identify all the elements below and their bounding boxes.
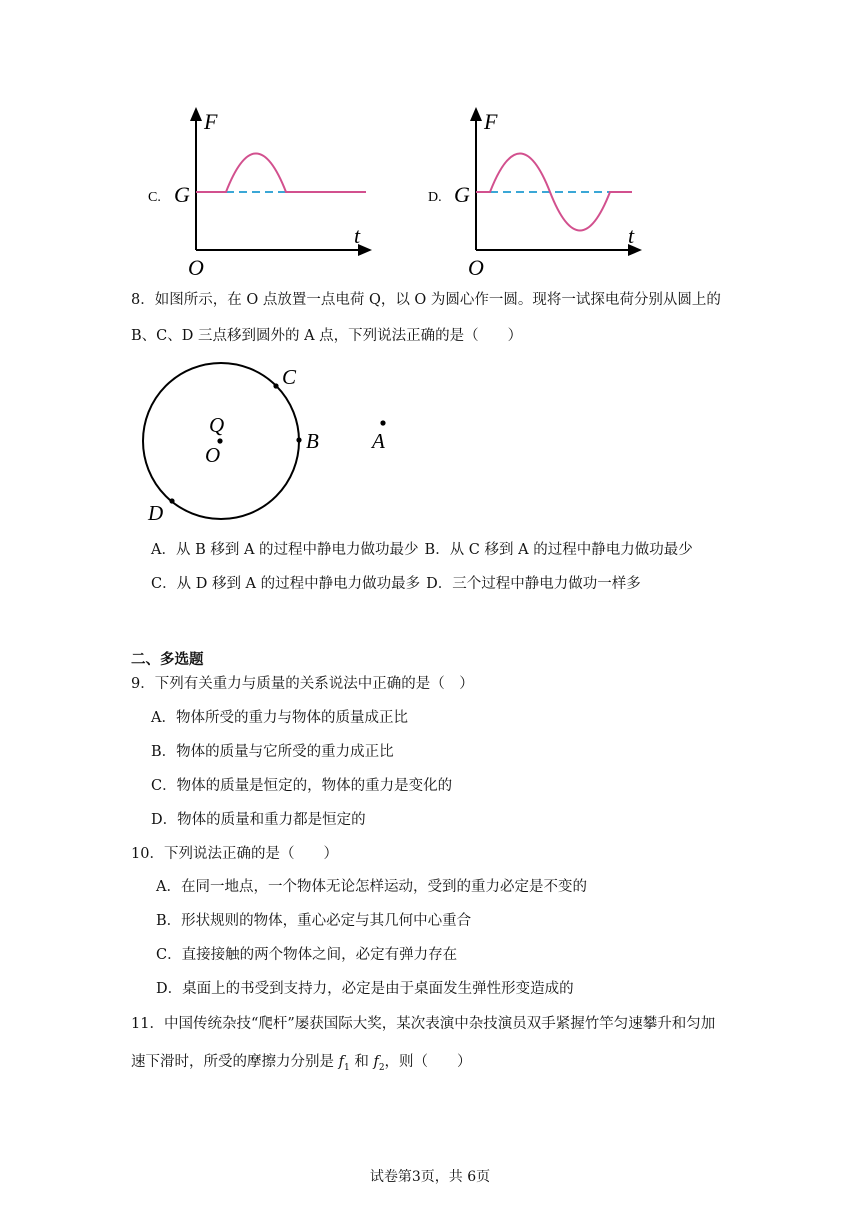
- q8-circle-figure: [136, 360, 406, 530]
- q11-f2-subscript: 2: [378, 1062, 385, 1073]
- q11-f2: f: [373, 1054, 379, 1070]
- q8-option-b[interactable]: B．从 C 移到 A 的过程中静电力做功最少: [424, 542, 693, 558]
- point-c-dot: [273, 383, 278, 388]
- q9-option-c[interactable]: C．物体的质量是恒定的，物体的重力是变化的: [151, 778, 453, 794]
- q11-f1: f: [338, 1054, 344, 1070]
- q10-option-c[interactable]: C．直接接触的两个物体之间，必定有弹力存在: [156, 947, 458, 963]
- q8-option-a[interactable]: A．从 B 移到 A 的过程中静电力做功最少: [151, 542, 419, 558]
- q10-option-b[interactable]: B．形状规则的物体，重心必定与其几何中心重合: [156, 913, 472, 929]
- q9-option-b[interactable]: B．物体的质量与它所受的重力成正比: [151, 744, 394, 760]
- q10-option-d[interactable]: D．桌面上的书受到支持力，必定是由于桌面发生弹性形变造成的: [156, 981, 574, 997]
- q11-text-mid: 和: [349, 1054, 374, 1070]
- q9-option-a[interactable]: A．物体所受的重力与物体的质量成正比: [151, 710, 408, 726]
- graph-d-y-arrow: [470, 107, 482, 121]
- point-a-dot: [380, 420, 385, 425]
- label-b: B: [306, 429, 319, 453]
- point-d-dot: [169, 498, 174, 503]
- graph-c-curve: [196, 154, 366, 193]
- label-o: O: [205, 443, 221, 467]
- q9-option-d[interactable]: D．物体的质量和重力都是恒定的: [151, 812, 366, 828]
- graph-d-f-label: F: [484, 109, 498, 134]
- graph-d-origin-label: O: [468, 255, 484, 280]
- graph-c-y-arrow: [190, 107, 202, 121]
- q10-option-a[interactable]: A．在同一地点，一个物体无论怎样运动，受到的重力必定是不变的: [156, 879, 587, 895]
- point-b-dot: [296, 437, 301, 442]
- graph-d-g-label: G: [454, 182, 470, 207]
- label-c: C: [282, 365, 297, 389]
- graph-c-f-label: F: [204, 109, 218, 134]
- page-footer: 试卷第3页，共 6页: [369, 1169, 491, 1185]
- label-a: A: [372, 429, 385, 453]
- q11-text-post: ，则（ ）: [384, 1054, 472, 1070]
- q11-text-pre: 速下滑时，所受的摩擦力分别是: [131, 1054, 339, 1070]
- section-heading-multiple-choice: 二、多选题: [131, 652, 204, 668]
- graph-d-t-label: t: [628, 223, 635, 248]
- graph-c-option-label: C.: [148, 190, 161, 205]
- graph-c: [140, 105, 380, 280]
- graph-d-option-label: D.: [428, 190, 442, 205]
- q8-options-row1: [151, 540, 693, 560]
- graph-d: [420, 105, 660, 280]
- q8-option-c[interactable]: C．从 D 移到 A 的过程中静电力做功最多: [151, 576, 421, 592]
- label-q: Q: [209, 413, 225, 437]
- q11-f1-subscript: 1: [343, 1062, 350, 1073]
- q11-stem-line2: [131, 1052, 472, 1078]
- q8-stem-line2: B、C、D 三点移到圆外的 A 点，下列说法正确的是（ ）: [131, 328, 523, 344]
- graph-c-origin-label: O: [188, 255, 204, 280]
- q10-stem: 10．下列说法正确的是（ ）: [131, 846, 338, 862]
- label-d: D: [148, 501, 164, 525]
- q8-stem-line1: 8．如图所示，在 O 点放置一点电荷 Q，以 O 为圆心作一圆。现将一试探电荷分别从圆上的: [131, 292, 721, 308]
- graph-c-g-label: G: [174, 182, 190, 207]
- graph-c-t-label: t: [354, 223, 361, 248]
- q9-stem: 9．下列有关重力与质量的关系说法中正确的是（ ）: [131, 676, 474, 692]
- q8-options-row2: [151, 574, 641, 594]
- q8-option-d[interactable]: D．三个过程中静电力做功一样多: [426, 576, 641, 592]
- q11-stem-line1: 11．中国传统杂技“爬杆”屡获国际大奖，某次表演中杂技演员双手紧握竹竿匀速攀升和匀加: [131, 1016, 716, 1032]
